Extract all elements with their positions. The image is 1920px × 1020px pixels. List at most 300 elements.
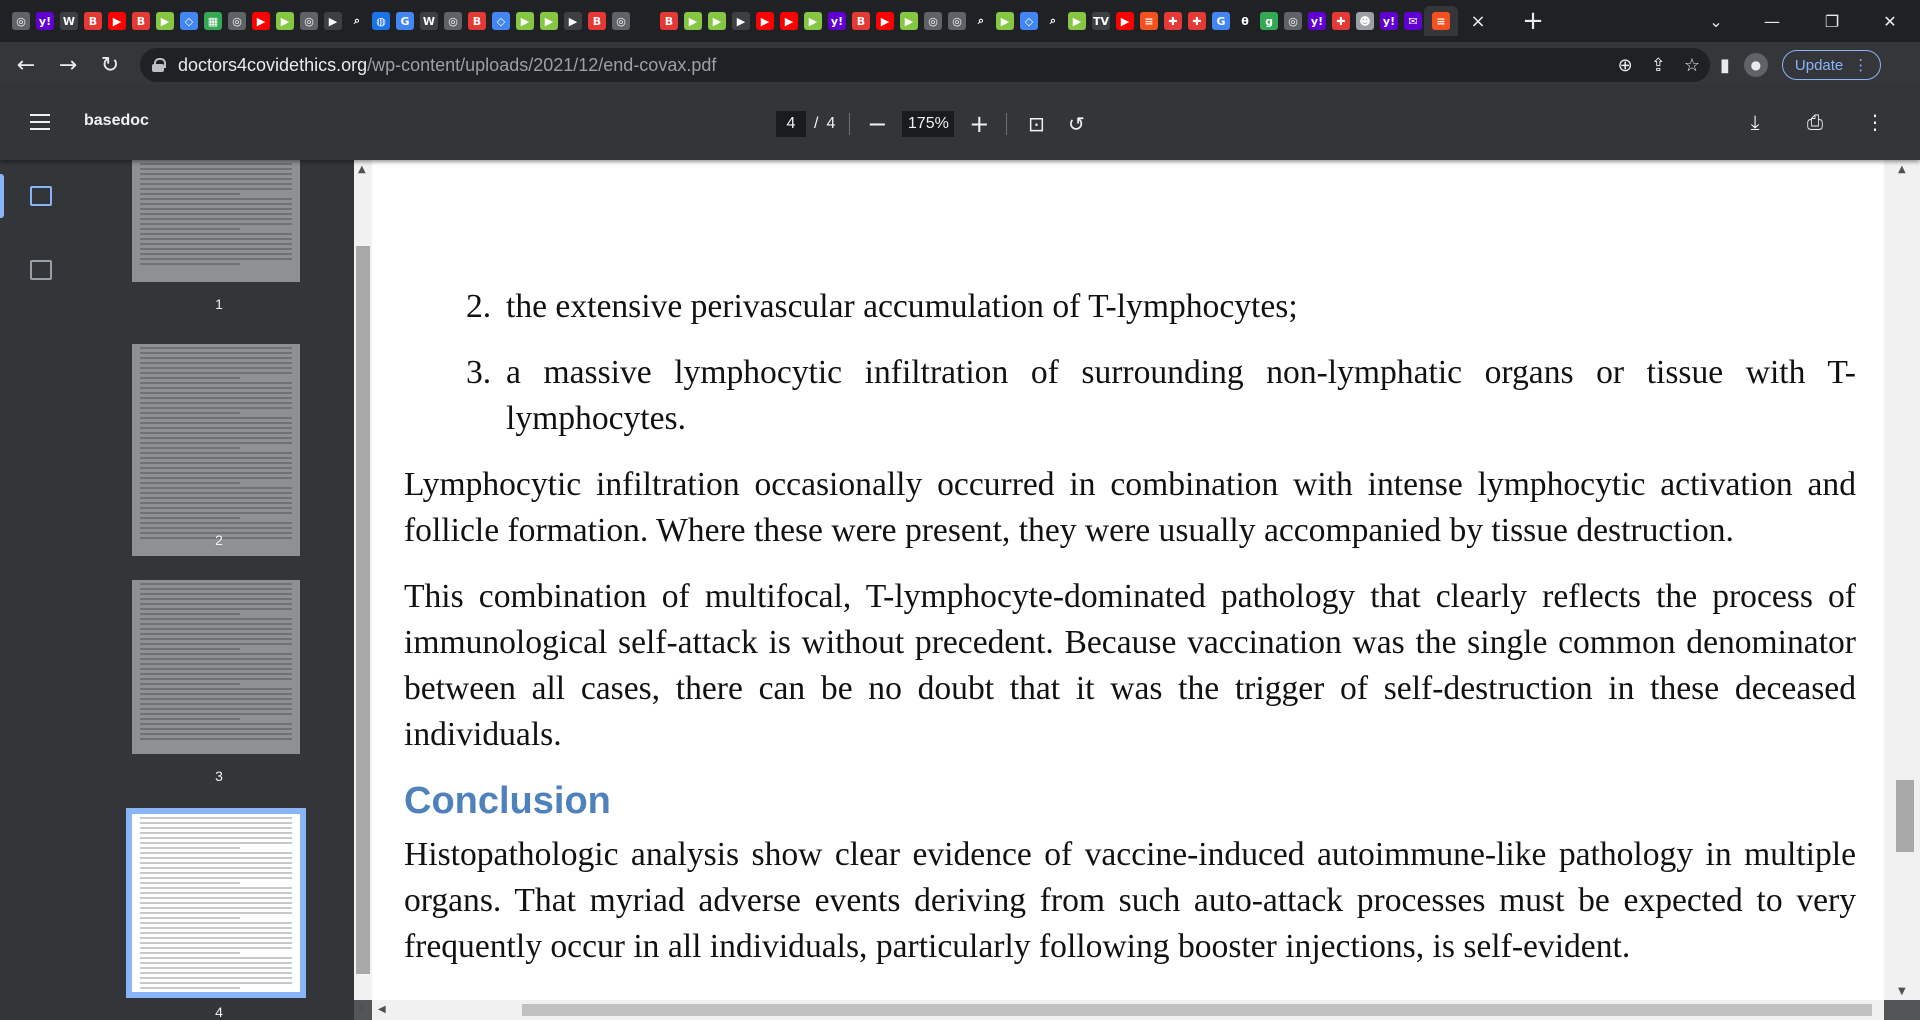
thumbnail-text-line bbox=[140, 593, 292, 595]
thumbnail-text-line bbox=[140, 912, 292, 914]
thumbnail-text-line bbox=[140, 922, 292, 924]
chrome-icon: ◎ bbox=[924, 12, 942, 30]
bi-icon: B bbox=[588, 12, 606, 30]
browser-tab[interactable] bbox=[1378, 6, 1400, 36]
browser-tab[interactable] bbox=[1114, 6, 1136, 36]
thumbnail-text-line bbox=[140, 673, 292, 675]
thumbnail-page-2[interactable] bbox=[132, 344, 300, 556]
right-scrollbar[interactable] bbox=[1884, 160, 1920, 1000]
thumbnail-text-line bbox=[140, 703, 292, 705]
thumbnail-text-line bbox=[140, 382, 292, 384]
left-scrollbar[interactable] bbox=[354, 160, 372, 1015]
thumbnail-page-1[interactable] bbox=[132, 160, 300, 282]
thumbnail-text-line bbox=[140, 163, 292, 165]
side-panel-icon[interactable]: ▮ bbox=[1720, 54, 1730, 76]
thumbnail-text-line bbox=[140, 852, 292, 854]
thumbnail-text-line bbox=[140, 932, 292, 934]
thumbnail-text-line bbox=[140, 698, 292, 700]
thumbnail-text-line bbox=[140, 817, 292, 819]
thumbnail-text-line bbox=[140, 188, 292, 190]
rumble-icon: ▶ bbox=[996, 12, 1014, 30]
browser-tab[interactable] bbox=[34, 6, 56, 36]
yahoo-icon: y! bbox=[36, 12, 54, 30]
browser-tab[interactable] bbox=[1042, 6, 1064, 36]
thumbnail-text-line bbox=[140, 608, 292, 610]
thumbnail-text-line bbox=[140, 527, 292, 529]
page-text bbox=[404, 160, 1856, 990]
thumbnail-text-line bbox=[140, 738, 292, 740]
browser-tab[interactable] bbox=[586, 6, 608, 36]
search-icon: ⌕ bbox=[972, 12, 990, 30]
more-actions-icon[interactable]: ⋮ bbox=[1865, 110, 1885, 134]
section-heading: Conclusion bbox=[404, 780, 611, 822]
browser-tab[interactable] bbox=[394, 6, 416, 36]
thumbnail-text-line bbox=[140, 613, 240, 615]
active-tab-indicator bbox=[0, 174, 4, 218]
wiki-icon: W bbox=[60, 12, 78, 30]
play-icon: ▶ bbox=[564, 12, 582, 30]
thumbnail-list bbox=[84, 160, 354, 1020]
tab-close-button[interactable]: × bbox=[1470, 10, 1486, 32]
browser-tab[interactable] bbox=[850, 6, 872, 36]
thumbnail-label: 1 bbox=[215, 296, 223, 312]
thumbnail-text-line bbox=[140, 638, 292, 640]
thumbnail-text-line bbox=[140, 628, 292, 630]
browser-tab[interactable] bbox=[1258, 6, 1280, 36]
theta-icon: θ bbox=[1236, 12, 1254, 30]
sidebar-tabs bbox=[0, 160, 84, 1020]
bi-icon: B bbox=[84, 12, 102, 30]
browser-tab[interactable] bbox=[898, 6, 920, 36]
update-button[interactable] bbox=[1782, 50, 1881, 80]
blank-icon bbox=[636, 12, 654, 30]
thumbnail-text-line bbox=[140, 178, 292, 180]
thumbnail-text-line bbox=[140, 432, 292, 434]
thumbnail-text-line bbox=[140, 467, 292, 469]
thumbnail-text-line bbox=[140, 362, 292, 364]
browser-tab[interactable] bbox=[754, 6, 776, 36]
print-icon[interactable]: ⎙ bbox=[1807, 110, 1823, 134]
list-item-text: the extensive perivascular accumulation of T-lymphocytes; bbox=[506, 288, 1298, 325]
thumbnail-text-line bbox=[140, 258, 292, 260]
thumbnail-text-line bbox=[140, 847, 240, 849]
new-tab-button[interactable]: + bbox=[1522, 6, 1544, 36]
thumbnail-text-line bbox=[140, 253, 292, 255]
thumbnail-text-line bbox=[140, 352, 292, 354]
rumble-icon: ▶ bbox=[156, 12, 174, 30]
browser-tab[interactable] bbox=[1402, 6, 1424, 36]
browser-tab[interactable] bbox=[826, 6, 848, 36]
browser-tab[interactable] bbox=[466, 6, 488, 36]
browser-tab[interactable] bbox=[178, 6, 200, 36]
page-separator: / bbox=[814, 115, 819, 132]
page-number-input[interactable]: 4 bbox=[776, 111, 806, 137]
thumbnail-text-line bbox=[140, 407, 292, 409]
thumbnail-text-line bbox=[140, 218, 292, 220]
thumbnail-text-line bbox=[140, 507, 292, 509]
thumbnail-text-line bbox=[140, 168, 292, 170]
url-path: /wp-content/uploads/2021/12/end-covax.pdf bbox=[367, 54, 717, 75]
browser-tab[interactable] bbox=[1210, 6, 1232, 36]
thumbnail-text-line bbox=[140, 967, 292, 969]
thumbnail-text-line bbox=[140, 668, 292, 670]
browser-tab[interactable] bbox=[490, 6, 512, 36]
address-bar[interactable] bbox=[140, 48, 1710, 82]
thumbnail-text-line bbox=[140, 457, 292, 459]
restore-button[interactable]: ❐ bbox=[1824, 11, 1840, 31]
browser-tab[interactable] bbox=[106, 6, 128, 36]
thumbnail-text-line bbox=[140, 713, 292, 715]
thumbnail-text-line bbox=[140, 663, 292, 665]
browser-tab[interactable] bbox=[922, 6, 944, 36]
list-item bbox=[404, 350, 1856, 442]
thumbnail-label: 2 bbox=[215, 532, 223, 548]
tab-search-dropdown[interactable]: ⌄ bbox=[1709, 11, 1723, 31]
thumbnails-icon[interactable] bbox=[30, 186, 52, 206]
thumbnail-text-line bbox=[140, 872, 292, 874]
browser-tab[interactable] bbox=[442, 6, 464, 36]
thumbnail-text-line bbox=[140, 417, 292, 419]
scrollbar-thumb[interactable] bbox=[522, 1004, 1872, 1016]
thumbnail-text-line bbox=[140, 877, 292, 879]
browser-tab[interactable] bbox=[130, 6, 152, 36]
flag-icon: ≡ bbox=[1140, 12, 1158, 30]
bi-icon: B bbox=[468, 12, 486, 30]
youtube-icon: ▶ bbox=[780, 12, 798, 30]
browser-tab[interactable] bbox=[538, 6, 560, 36]
document-title: basedoc bbox=[84, 112, 149, 129]
gettr-icon: g bbox=[1260, 12, 1278, 30]
thumbnail-text-line bbox=[140, 512, 292, 514]
google-icon: G bbox=[396, 12, 414, 30]
browser-tab[interactable] bbox=[82, 6, 104, 36]
browser-tab[interactable] bbox=[274, 6, 296, 36]
browser-tab[interactable] bbox=[1186, 6, 1208, 36]
browser-tab[interactable] bbox=[10, 6, 32, 36]
yahoo-icon: y! bbox=[828, 12, 846, 30]
flag-icon: ≡ bbox=[1432, 12, 1450, 30]
scroll-down-arrow[interactable]: ▼ bbox=[1898, 986, 1906, 997]
thumbnail-text-line bbox=[140, 842, 292, 844]
rotate-icon[interactable]: ↺ bbox=[1067, 112, 1085, 136]
thumbnail-text-line bbox=[140, 867, 292, 869]
browser-tab[interactable] bbox=[1018, 6, 1040, 36]
thumbnail-text-line bbox=[140, 678, 292, 680]
thumbnail-text-line bbox=[140, 472, 292, 474]
pdf-viewer bbox=[354, 160, 1920, 1020]
thumbnail-text-line bbox=[140, 862, 292, 864]
paragraph: Lymphocytic infiltration occasionally occurred in combination with intense lymphocytic activation and follicle formation. Where these were present, they were usually accompanied by tissue destruction. bbox=[404, 466, 1856, 549]
tab-strip bbox=[0, 0, 1920, 42]
bi-icon: B bbox=[660, 12, 678, 30]
horizontal-scrollbar[interactable] bbox=[372, 1000, 1884, 1020]
browser-tab[interactable] bbox=[730, 6, 752, 36]
browser-tab[interactable] bbox=[1138, 6, 1160, 36]
browser-tab[interactable] bbox=[946, 6, 968, 36]
browser-tab[interactable] bbox=[298, 6, 320, 36]
browser-tab[interactable] bbox=[1282, 6, 1304, 36]
thumbnail-text-line bbox=[140, 208, 292, 210]
profile-avatar[interactable]: ● bbox=[1744, 53, 1768, 77]
list-number: 2. bbox=[466, 288, 492, 325]
divider bbox=[1006, 113, 1007, 135]
scroll-up-arrow[interactable]: ▲ bbox=[358, 164, 366, 175]
zoom-out-button[interactable]: − bbox=[867, 110, 888, 138]
avatar-icon: ☻ bbox=[1356, 12, 1374, 30]
browser-tab[interactable] bbox=[778, 6, 800, 36]
rumble-icon: ▶ bbox=[900, 12, 918, 30]
thumbnail-text-line bbox=[140, 718, 240, 720]
thumbnail-text-line bbox=[140, 653, 292, 655]
thumbnail-text-line bbox=[140, 367, 292, 369]
browser-tab[interactable] bbox=[994, 6, 1016, 36]
scroll-up-arrow[interactable]: ▲ bbox=[1898, 164, 1906, 175]
thumbnail-text-line bbox=[140, 203, 292, 205]
browser-tab[interactable] bbox=[370, 6, 392, 36]
thumbnail-text-line bbox=[140, 648, 240, 650]
browser-tab[interactable] bbox=[610, 6, 632, 36]
browser-tab[interactable] bbox=[682, 6, 704, 36]
thumbnail-text-line bbox=[140, 238, 292, 240]
wiki-icon: W bbox=[420, 12, 438, 30]
thumbnail-text-line bbox=[140, 392, 292, 394]
thumbnail-text-line bbox=[140, 412, 240, 414]
youtube-icon: ▶ bbox=[108, 12, 126, 30]
thumbnail-label: 4 bbox=[215, 1004, 223, 1020]
browser-tab[interactable] bbox=[154, 6, 176, 36]
globe-icon: ◍ bbox=[372, 12, 390, 30]
tab-list bbox=[10, 0, 1424, 42]
thumbnail-text-line bbox=[140, 487, 292, 489]
thumbnail-text-line bbox=[140, 952, 240, 954]
browser-tab[interactable] bbox=[1306, 6, 1328, 36]
thumbnail-text-line bbox=[140, 263, 240, 265]
browser-tab[interactable] bbox=[58, 6, 80, 36]
rumble-icon: ▶ bbox=[684, 12, 702, 30]
thumbnail-page-4[interactable] bbox=[126, 808, 306, 998]
zoom-in-button[interactable]: + bbox=[969, 110, 990, 138]
thumbnail-text-line bbox=[140, 427, 292, 429]
bi-icon: B bbox=[852, 12, 870, 30]
reload-button[interactable]: ↻ bbox=[100, 52, 120, 78]
mail-icon: ✉ bbox=[1404, 12, 1422, 30]
browser-tab[interactable] bbox=[562, 6, 584, 36]
chrome-icon: ◎ bbox=[1284, 12, 1302, 30]
thumbnail-text-line bbox=[140, 397, 292, 399]
thumbnail-text-line bbox=[140, 402, 292, 404]
browser-tab[interactable] bbox=[1354, 6, 1376, 36]
thumbnail-text-line bbox=[140, 902, 292, 904]
browser-tab[interactable] bbox=[322, 6, 344, 36]
thumbnail-text-line bbox=[140, 387, 292, 389]
browser-tab[interactable] bbox=[250, 6, 272, 36]
thumbnail-text-line bbox=[140, 173, 292, 175]
thumbnail-text-line bbox=[140, 618, 292, 620]
thumbnail-text-line bbox=[140, 927, 292, 929]
thumbnail-text-line bbox=[140, 832, 292, 834]
rumble-icon: ▶ bbox=[804, 12, 822, 30]
thumbnail-text-line bbox=[140, 633, 292, 635]
browser-tab[interactable] bbox=[706, 6, 728, 36]
thumbnail-text-line bbox=[140, 228, 240, 230]
thumbnail-text-line bbox=[140, 693, 292, 695]
thumbnail-text-line bbox=[140, 733, 292, 735]
list-item-text: a massive lymphocytic infiltration of surrounding non-lymphatic organs or tissue with T-lymphocytes. bbox=[506, 354, 1856, 437]
total-pages: 4 bbox=[826, 115, 836, 132]
thumbnail-text-line bbox=[140, 183, 292, 185]
thumbnail-text-line bbox=[140, 447, 240, 449]
chrome-icon: ◎ bbox=[228, 12, 246, 30]
chrome-icon: ◎ bbox=[300, 12, 318, 30]
forward-button[interactable]: → bbox=[58, 52, 78, 78]
chrome-icon: ◎ bbox=[444, 12, 462, 30]
yahoo-icon: y! bbox=[1380, 12, 1398, 30]
thumbnail-text-line bbox=[140, 583, 292, 585]
back-button[interactable]: ← bbox=[16, 52, 36, 78]
youtube-icon: ▶ bbox=[1116, 12, 1134, 30]
thumbnail-text-line bbox=[140, 437, 292, 439]
thumbnail-text-line bbox=[140, 688, 292, 690]
thumbnail-text-line bbox=[140, 372, 292, 374]
thumbnail-text-line bbox=[140, 603, 292, 605]
youtube-icon: ▶ bbox=[756, 12, 774, 30]
thumbnail-text-line bbox=[140, 977, 292, 979]
thumbnail-text-line bbox=[140, 588, 292, 590]
thumbnail-text-line bbox=[140, 728, 292, 730]
bookmark-star-icon[interactable]: ☆ bbox=[1683, 54, 1700, 76]
thumbnail-text-line bbox=[140, 972, 292, 974]
browser-tab[interactable] bbox=[418, 6, 440, 36]
thumbnail-text-line bbox=[140, 658, 292, 660]
bi-icon: B bbox=[132, 12, 150, 30]
google-icon: G bbox=[1212, 12, 1230, 30]
scrollbar-thumb[interactable] bbox=[1896, 780, 1914, 852]
thumbnail-text-line bbox=[140, 492, 292, 494]
thumbnail-text-line bbox=[140, 683, 240, 685]
thumbnail-text-line bbox=[140, 917, 240, 919]
zoom-icon[interactable]: ⊕ bbox=[1617, 54, 1633, 76]
pdf-page-4 bbox=[372, 160, 1884, 1000]
url-host: doctors4covidethics.org bbox=[178, 54, 368, 75]
thumbnail-text-line bbox=[140, 937, 292, 939]
thumbnail-text-line bbox=[140, 193, 240, 195]
download-icon[interactable]: ⤓ bbox=[1750, 110, 1760, 134]
thumbnail-text-line bbox=[140, 982, 292, 984]
browser-tab[interactable] bbox=[1162, 6, 1184, 36]
browser-tab[interactable] bbox=[634, 6, 656, 36]
thumbnail-text-line bbox=[140, 522, 292, 524]
browser-tab[interactable] bbox=[514, 6, 536, 36]
browser-tab[interactable] bbox=[202, 6, 224, 36]
thumbnail-text-line bbox=[140, 442, 292, 444]
shield-icon: ◇ bbox=[1020, 12, 1038, 30]
scrollbar-thumb[interactable] bbox=[356, 246, 370, 974]
browser-tab[interactable] bbox=[1090, 6, 1112, 36]
thumbnail-text-line bbox=[140, 907, 292, 909]
rumble-icon: ▶ bbox=[1068, 12, 1086, 30]
thumbnail-text-line bbox=[140, 517, 240, 519]
thumbnail-text-line bbox=[140, 723, 292, 725]
chrome-icon: ◎ bbox=[12, 12, 30, 30]
zoom-input[interactable]: 175% bbox=[902, 111, 954, 137]
thumbnail-text-line bbox=[140, 482, 240, 484]
thumbnail-text-line bbox=[140, 892, 292, 894]
paragraph: This combination of multifocal, T-lymphocyte-dominated pathology that clearly reflects the process of immunological self-attack is without precedent. Because vaccination was the single common denominator between all cases, there can be no doubt that it was the trigger of self-destruction in these deceased individuals. bbox=[404, 578, 1856, 753]
gab-icon: ✚ bbox=[1332, 12, 1350, 30]
thumbnail-text-line bbox=[140, 213, 292, 215]
gab-icon: ✚ bbox=[1164, 12, 1182, 30]
pdf-sidebar bbox=[0, 160, 354, 1020]
image-icon: ▦ bbox=[204, 12, 222, 30]
thumbnail-text-line bbox=[140, 477, 292, 479]
gab-icon: ✚ bbox=[1188, 12, 1206, 30]
yahoo-icon: y! bbox=[1308, 12, 1326, 30]
thumbnail-text-line bbox=[140, 827, 292, 829]
thumbnail-text-line bbox=[140, 198, 292, 200]
thumbnail-text-line bbox=[140, 942, 292, 944]
browser-tab[interactable] bbox=[1066, 6, 1088, 36]
scroll-down-arrow[interactable]: ▼ bbox=[358, 1004, 366, 1015]
thumbnail-text-line bbox=[140, 887, 292, 889]
browser-tab[interactable] bbox=[658, 6, 680, 36]
browser-tab[interactable] bbox=[802, 6, 824, 36]
thumbnail-text-line bbox=[140, 422, 292, 424]
thumbnail-text-line bbox=[140, 347, 292, 349]
scroll-left-arrow[interactable]: ◀ bbox=[378, 1004, 386, 1015]
fit-page-icon[interactable]: ⊡ bbox=[1027, 112, 1045, 136]
rumble-icon: ▶ bbox=[708, 12, 726, 30]
list-number: 3. bbox=[466, 354, 492, 391]
rumble-icon: ▶ bbox=[540, 12, 558, 30]
play-icon: ▶ bbox=[732, 12, 750, 30]
thumbnail-text-line bbox=[140, 837, 292, 839]
lock-icon[interactable] bbox=[152, 58, 164, 72]
thumbnail-page-3[interactable] bbox=[132, 580, 300, 754]
chrome-icon: ◎ bbox=[948, 12, 966, 30]
thumbnail-text-line bbox=[140, 223, 292, 225]
thumbnail-text-line bbox=[140, 243, 292, 245]
thumbnail-text-line bbox=[140, 357, 292, 359]
thumbnail-text-line bbox=[140, 233, 292, 235]
active-tab[interactable] bbox=[1424, 6, 1458, 36]
close-window-button[interactable]: ✕ bbox=[1883, 11, 1897, 31]
search-icon: ⌕ bbox=[348, 12, 366, 30]
browser-tab[interactable] bbox=[226, 6, 248, 36]
thumbnail-text-line bbox=[140, 947, 292, 949]
thumbnail-text-line bbox=[140, 623, 292, 625]
shield-icon: ◇ bbox=[180, 12, 198, 30]
share-icon[interactable]: ⇪ bbox=[1650, 54, 1666, 76]
pdf-toolbar bbox=[0, 88, 1920, 160]
thumbnail-text-line bbox=[140, 987, 240, 989]
thumbnail-text-line bbox=[140, 957, 292, 959]
outline-icon[interactable] bbox=[30, 260, 52, 280]
youtube-icon: ▶ bbox=[252, 12, 270, 30]
menu-icon[interactable] bbox=[30, 114, 50, 132]
browser-tab[interactable] bbox=[1234, 6, 1256, 36]
browser-tab[interactable] bbox=[874, 6, 896, 36]
browser-tab[interactable] bbox=[970, 6, 992, 36]
thumbnail-text-line bbox=[140, 452, 292, 454]
play-icon: ▶ bbox=[324, 12, 342, 30]
minimize-button[interactable]: — bbox=[1764, 11, 1780, 31]
browser-tab[interactable] bbox=[1330, 6, 1352, 36]
rumble-icon: ▶ bbox=[516, 12, 534, 30]
browser-tab[interactable] bbox=[346, 6, 368, 36]
search-icon: ⌕ bbox=[1044, 12, 1062, 30]
page-controls bbox=[776, 110, 1091, 138]
browser-toolbar bbox=[0, 42, 1920, 88]
